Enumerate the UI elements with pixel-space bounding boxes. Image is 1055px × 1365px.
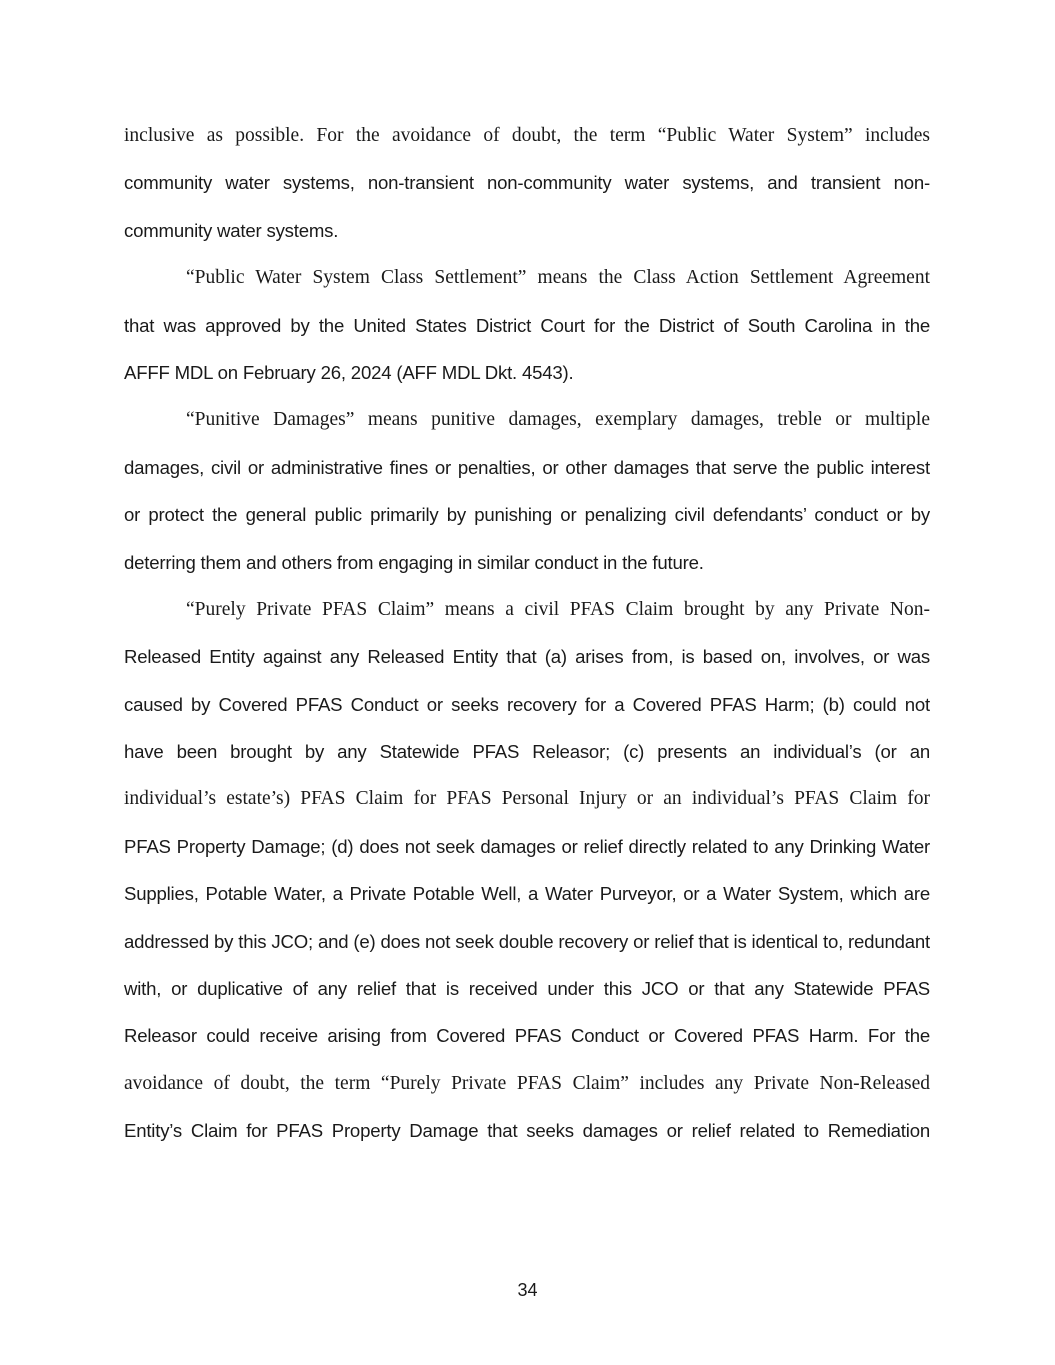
text-line: deterring them and others from engaging in similar conduct in the future. [124, 551, 704, 573]
text-line: “Punitive Damages” means punitive damages, exemplary damages, treble or multiple [186, 409, 930, 431]
text-line: community water systems, non-transient non-community water systems, and transient non- [124, 172, 930, 194]
text-line: AFFF MDL on February 26, 2024 (AFF MDL Dkt. 4543). [124, 361, 574, 383]
text-line: damages, civil or administrative fines or penalties, or other damages that serve the public interest [124, 456, 930, 478]
text-line: PFAS Property Damage; (d) does not seek damages or relief directly related to any Drinking Water [124, 835, 930, 857]
text-line: Supplies, Potable Water, a Private Potable Well, a Water Purveyor, or a Water System, which are [124, 883, 930, 905]
document-body [124, 112, 930, 1155]
text-line: that was approved by the United States District Court for the District of South Carolina in the [124, 314, 930, 336]
page-number: 34 [517, 1280, 538, 1300]
text-line: addressed by this JCO; and (e) does not seek double recovery or relief that is identical to, redundant [124, 930, 930, 952]
text-line: caused by Covered PFAS Conduct or seeks recovery for a Covered PFAS Harm; (b) could not [124, 693, 930, 715]
text-line: Releasor could receive arising from Covered PFAS Conduct or Covered PFAS Harm. For the [124, 1025, 930, 1047]
text-line: “Public Water System Class Settlement” means the Class Action Settlement Agreement [186, 267, 930, 289]
text-line: inclusive as possible. For the avoidance of doubt, the term “Public Water System” includes [124, 125, 930, 146]
text-line: or protect the general public primarily by punishing or penalizing civil defendants’ conduct or by [124, 504, 930, 526]
text-line: “Purely Private PFAS Claim” means a civil PFAS Claim brought by any Private Non- [186, 598, 930, 620]
text-line: have been brought by any Statewide PFAS Releasor; (c) presents an individual’s (or an [124, 741, 930, 763]
text-line: community water systems. [124, 219, 339, 241]
text-line: avoidance of doubt, the term “Purely Private PFAS Claim” includes any Private Non-Released [124, 1072, 930, 1094]
text-line: Entity’s Claim for PFAS Property Damage that seeks damages or relief related to Remediation [124, 1120, 930, 1142]
text-line: with, or duplicative of any relief that is received under this JCO or that any Statewide PFAS [124, 978, 930, 1000]
text-line: individual’s estate’s) PFAS Claim for PFAS Personal Injury or an individual’s PFAS Claim for [124, 788, 930, 810]
text-line: Released Entity against any Released Entity that (a) arises from, is based on, involves, or was [124, 646, 930, 668]
